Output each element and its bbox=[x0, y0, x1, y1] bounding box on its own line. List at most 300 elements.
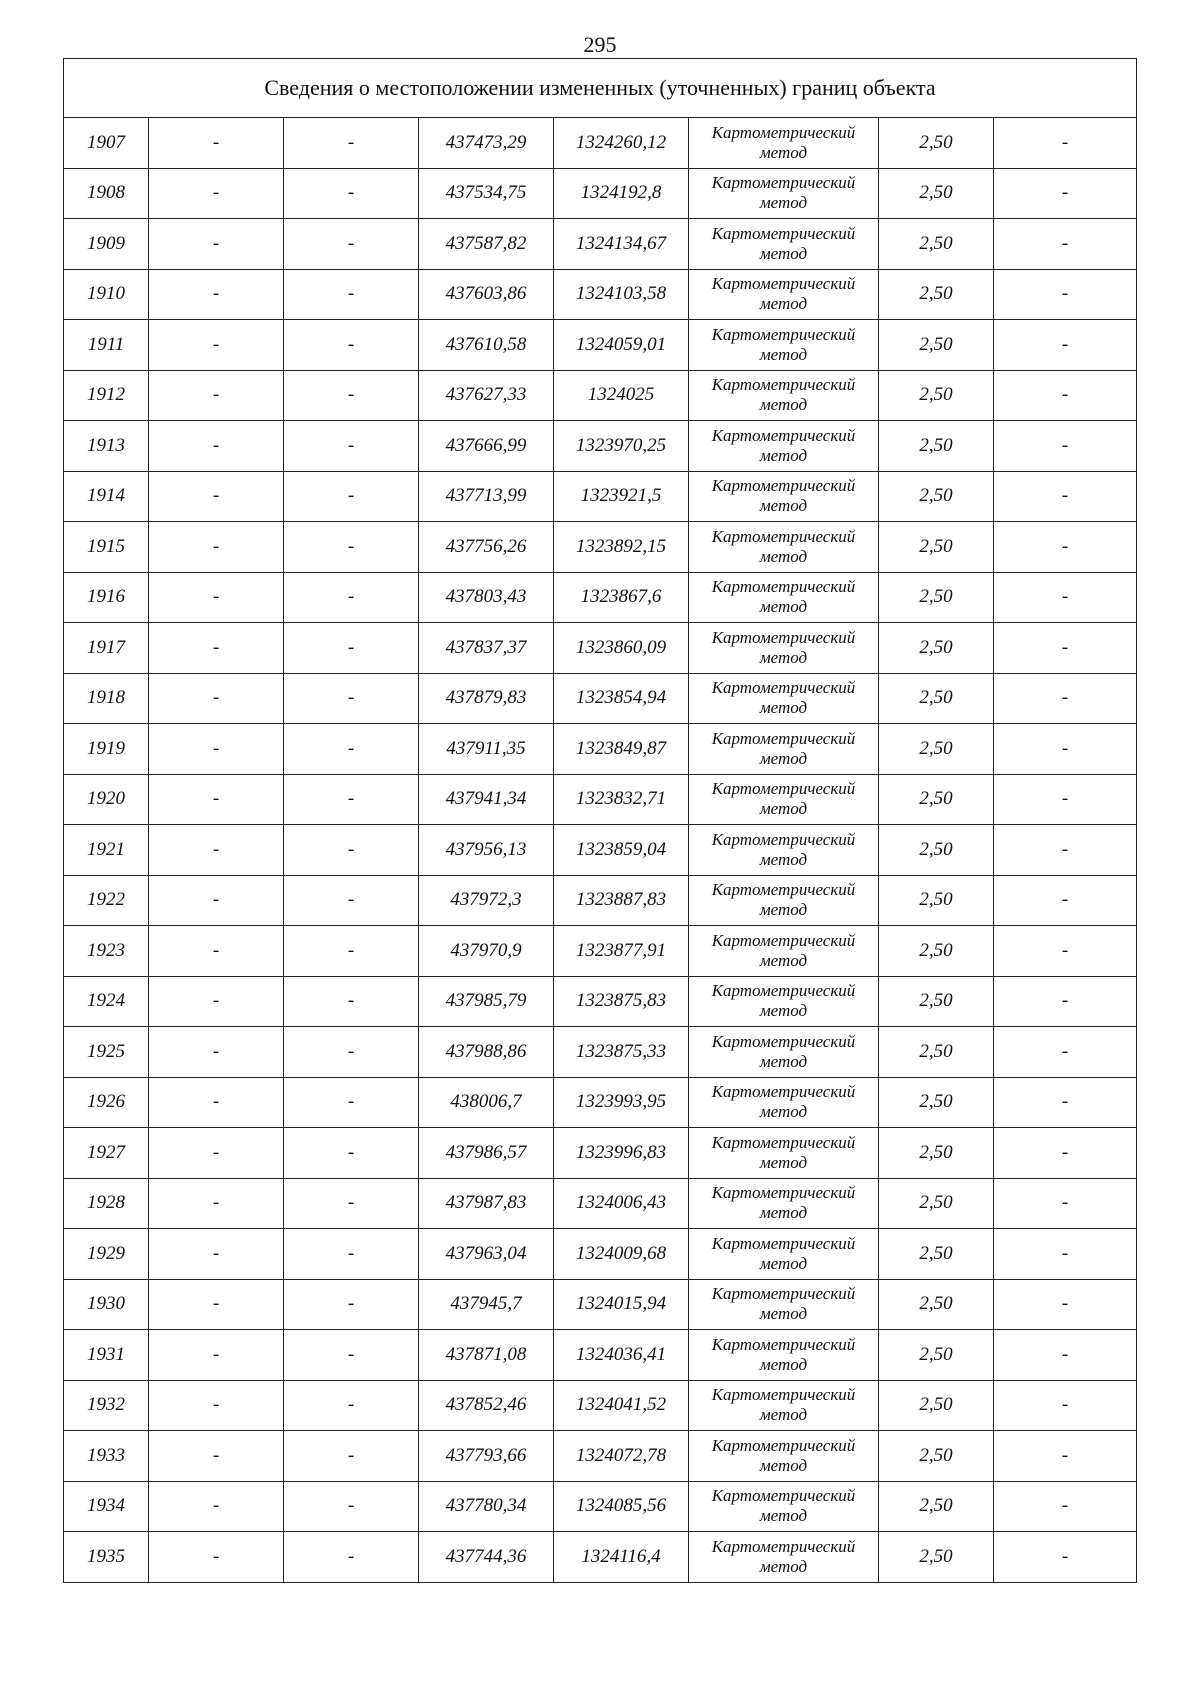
note-cell: - bbox=[994, 926, 1137, 977]
empty-cell: - bbox=[149, 269, 284, 320]
y-coordinate-cell: 1324036,41 bbox=[554, 1330, 689, 1381]
method-text: Картометрический bbox=[711, 274, 856, 294]
empty-cell: - bbox=[149, 1279, 284, 1330]
note-cell: - bbox=[994, 1532, 1137, 1583]
accuracy-cell: 2,50 bbox=[879, 1229, 994, 1280]
method-text: метод bbox=[759, 849, 808, 869]
method-cell bbox=[689, 1532, 879, 1583]
point-number-cell: 1913 bbox=[64, 421, 149, 472]
method-text: метод bbox=[759, 243, 808, 263]
point-number-cell: 1922 bbox=[64, 875, 149, 926]
empty-cell: - bbox=[284, 269, 419, 320]
empty-cell: - bbox=[149, 623, 284, 674]
accuracy-cell: 2,50 bbox=[879, 1178, 994, 1229]
empty-cell: - bbox=[149, 1330, 284, 1381]
point-number-cell: 1917 bbox=[64, 623, 149, 674]
method-cell bbox=[689, 623, 879, 674]
y-coordinate-cell: 1324015,94 bbox=[554, 1279, 689, 1330]
table-row bbox=[64, 1027, 1137, 1078]
empty-cell: - bbox=[149, 774, 284, 825]
empty-cell: - bbox=[284, 825, 419, 876]
point-number-cell: 1923 bbox=[64, 926, 149, 977]
method-cell bbox=[689, 471, 879, 522]
y-coordinate-cell: 1323859,04 bbox=[554, 825, 689, 876]
empty-cell: - bbox=[284, 421, 419, 472]
note-cell: - bbox=[994, 724, 1137, 775]
note-cell: - bbox=[994, 219, 1137, 270]
x-coordinate-cell: 437879,83 bbox=[419, 673, 554, 724]
accuracy-cell: 2,50 bbox=[879, 118, 994, 169]
accuracy-cell: 2,50 bbox=[879, 1077, 994, 1128]
empty-cell: - bbox=[284, 471, 419, 522]
x-coordinate-cell: 437911,35 bbox=[419, 724, 554, 775]
note-cell: - bbox=[994, 522, 1137, 573]
method-text: метод bbox=[759, 748, 808, 768]
y-coordinate-cell: 1324041,52 bbox=[554, 1380, 689, 1431]
point-number-cell: 1925 bbox=[64, 1027, 149, 1078]
y-coordinate-cell: 1323867,6 bbox=[554, 572, 689, 623]
x-coordinate-cell: 437837,37 bbox=[419, 623, 554, 674]
empty-cell: - bbox=[149, 1431, 284, 1482]
empty-cell: - bbox=[149, 1229, 284, 1280]
method-text: Картометрический bbox=[711, 1536, 856, 1556]
note-cell: - bbox=[994, 623, 1137, 674]
point-number-cell: 1920 bbox=[64, 774, 149, 825]
method-text: Картометрический bbox=[711, 930, 856, 950]
accuracy-cell: 2,50 bbox=[879, 1330, 994, 1381]
method-text: Картометрический bbox=[711, 1233, 856, 1253]
table-row bbox=[64, 1279, 1137, 1330]
y-coordinate-cell: 1324134,67 bbox=[554, 219, 689, 270]
table-row bbox=[64, 1229, 1137, 1280]
table-row bbox=[64, 724, 1137, 775]
table-row bbox=[64, 1128, 1137, 1179]
method-cell bbox=[689, 926, 879, 977]
y-coordinate-cell: 1324059,01 bbox=[554, 320, 689, 371]
table-row bbox=[64, 976, 1137, 1027]
empty-cell: - bbox=[149, 219, 284, 270]
method-text: метод bbox=[759, 1304, 808, 1324]
method-cell bbox=[689, 118, 879, 169]
empty-cell: - bbox=[284, 623, 419, 674]
x-coordinate-cell: 437780,34 bbox=[419, 1481, 554, 1532]
y-coordinate-cell: 1324192,8 bbox=[554, 168, 689, 219]
method-text: метод bbox=[759, 1405, 808, 1425]
accuracy-cell: 2,50 bbox=[879, 269, 994, 320]
note-cell: - bbox=[994, 976, 1137, 1027]
empty-cell: - bbox=[149, 926, 284, 977]
note-cell: - bbox=[994, 1229, 1137, 1280]
method-text: Картометрический bbox=[711, 526, 856, 546]
empty-cell: - bbox=[149, 976, 284, 1027]
x-coordinate-cell: 437803,43 bbox=[419, 572, 554, 623]
empty-cell: - bbox=[284, 1077, 419, 1128]
y-coordinate-cell: 1324025 bbox=[554, 370, 689, 421]
note-cell: - bbox=[994, 1330, 1137, 1381]
method-text: метод bbox=[759, 445, 808, 465]
method-text: Картометрический bbox=[711, 1284, 856, 1304]
y-coordinate-cell: 1324116,4 bbox=[554, 1532, 689, 1583]
point-number-cell: 1924 bbox=[64, 976, 149, 1027]
method-cell bbox=[689, 1481, 879, 1532]
method-text: Картометрический bbox=[711, 627, 856, 647]
method-text: Картометрический bbox=[711, 728, 856, 748]
x-coordinate-cell: 437666,99 bbox=[419, 421, 554, 472]
empty-cell: - bbox=[284, 673, 419, 724]
empty-cell: - bbox=[284, 320, 419, 371]
method-text: Картометрический bbox=[711, 173, 856, 193]
accuracy-cell: 2,50 bbox=[879, 471, 994, 522]
x-coordinate-cell: 437713,99 bbox=[419, 471, 554, 522]
point-number-cell: 1929 bbox=[64, 1229, 149, 1280]
method-text: Картометрический bbox=[711, 1486, 856, 1506]
empty-cell: - bbox=[284, 1532, 419, 1583]
table-title-row bbox=[64, 59, 1137, 118]
method-text: метод bbox=[759, 496, 808, 516]
empty-cell: - bbox=[149, 118, 284, 169]
empty-cell: - bbox=[284, 1279, 419, 1330]
empty-cell: - bbox=[149, 1077, 284, 1128]
table-row bbox=[64, 421, 1137, 472]
x-coordinate-cell: 437603,86 bbox=[419, 269, 554, 320]
point-number-cell: 1912 bbox=[64, 370, 149, 421]
y-coordinate-cell: 1324006,43 bbox=[554, 1178, 689, 1229]
empty-cell: - bbox=[149, 673, 284, 724]
method-cell bbox=[689, 522, 879, 573]
table-row bbox=[64, 168, 1137, 219]
table-row bbox=[64, 1077, 1137, 1128]
method-cell bbox=[689, 1027, 879, 1078]
empty-cell: - bbox=[149, 522, 284, 573]
method-text: Картометрический bbox=[711, 122, 856, 142]
empty-cell: - bbox=[284, 1229, 419, 1280]
empty-cell: - bbox=[149, 572, 284, 623]
accuracy-cell: 2,50 bbox=[879, 875, 994, 926]
table-row bbox=[64, 1330, 1137, 1381]
x-coordinate-cell: 437627,33 bbox=[419, 370, 554, 421]
point-number-cell: 1916 bbox=[64, 572, 149, 623]
x-coordinate-cell: 437756,26 bbox=[419, 522, 554, 573]
empty-cell: - bbox=[284, 774, 419, 825]
note-cell: - bbox=[994, 875, 1137, 926]
point-number-cell: 1907 bbox=[64, 118, 149, 169]
method-cell bbox=[689, 875, 879, 926]
empty-cell: - bbox=[284, 118, 419, 169]
point-number-cell: 1910 bbox=[64, 269, 149, 320]
empty-cell: - bbox=[284, 219, 419, 270]
point-number-cell: 1928 bbox=[64, 1178, 149, 1229]
empty-cell: - bbox=[284, 370, 419, 421]
empty-cell: - bbox=[284, 1481, 419, 1532]
point-number-cell: 1909 bbox=[64, 219, 149, 270]
empty-cell: - bbox=[284, 1330, 419, 1381]
note-cell: - bbox=[994, 572, 1137, 623]
method-text: метод bbox=[759, 294, 808, 314]
x-coordinate-cell: 437985,79 bbox=[419, 976, 554, 1027]
method-text: Картометрический bbox=[711, 678, 856, 698]
y-coordinate-cell: 1324072,78 bbox=[554, 1431, 689, 1482]
method-text: метод bbox=[759, 698, 808, 718]
table-row bbox=[64, 673, 1137, 724]
accuracy-cell: 2,50 bbox=[879, 673, 994, 724]
method-text: Картометрический bbox=[711, 1082, 856, 1102]
x-coordinate-cell: 437852,46 bbox=[419, 1380, 554, 1431]
x-coordinate-cell: 437871,08 bbox=[419, 1330, 554, 1381]
x-coordinate-cell: 437534,75 bbox=[419, 168, 554, 219]
accuracy-cell: 2,50 bbox=[879, 522, 994, 573]
note-cell: - bbox=[994, 825, 1137, 876]
page-number: 295 bbox=[583, 32, 617, 57]
method-text: метод bbox=[759, 1102, 808, 1122]
y-coordinate-cell: 1324085,56 bbox=[554, 1481, 689, 1532]
accuracy-cell: 2,50 bbox=[879, 168, 994, 219]
empty-cell: - bbox=[149, 1380, 284, 1431]
method-cell bbox=[689, 1431, 879, 1482]
note-cell: - bbox=[994, 1077, 1137, 1128]
empty-cell: - bbox=[284, 1380, 419, 1431]
empty-cell: - bbox=[284, 1128, 419, 1179]
method-cell bbox=[689, 320, 879, 371]
x-coordinate-cell: 438006,7 bbox=[419, 1077, 554, 1128]
accuracy-cell: 2,50 bbox=[879, 1128, 994, 1179]
method-cell bbox=[689, 825, 879, 876]
table-row bbox=[64, 118, 1137, 169]
accuracy-cell: 2,50 bbox=[879, 1532, 994, 1583]
method-text: метод bbox=[759, 950, 808, 970]
method-text: метод bbox=[759, 1051, 808, 1071]
method-cell bbox=[689, 1128, 879, 1179]
note-cell: - bbox=[994, 269, 1137, 320]
table-title: Сведения о местоположении измененных (уточненных) границ объекта bbox=[64, 59, 1137, 118]
accuracy-cell: 2,50 bbox=[879, 370, 994, 421]
method-cell bbox=[689, 724, 879, 775]
boundary-coordinates-table bbox=[63, 58, 1137, 1583]
method-text: метод bbox=[759, 647, 808, 667]
empty-cell: - bbox=[284, 1178, 419, 1229]
accuracy-cell: 2,50 bbox=[879, 926, 994, 977]
accuracy-cell: 2,50 bbox=[879, 1279, 994, 1330]
method-text: Картометрический bbox=[711, 1183, 856, 1203]
point-number-cell: 1935 bbox=[64, 1532, 149, 1583]
method-cell bbox=[689, 572, 879, 623]
accuracy-cell: 2,50 bbox=[879, 1431, 994, 1482]
accuracy-cell: 2,50 bbox=[879, 976, 994, 1027]
y-coordinate-cell: 1323877,91 bbox=[554, 926, 689, 977]
empty-cell: - bbox=[149, 1128, 284, 1179]
point-number-cell: 1932 bbox=[64, 1380, 149, 1431]
x-coordinate-cell: 437587,82 bbox=[419, 219, 554, 270]
method-text: Картометрический bbox=[711, 1132, 856, 1152]
note-cell: - bbox=[994, 168, 1137, 219]
method-text: Картометрический bbox=[711, 981, 856, 1001]
method-text: метод bbox=[759, 1152, 808, 1172]
note-cell: - bbox=[994, 118, 1137, 169]
method-text: метод bbox=[759, 1556, 808, 1576]
note-cell: - bbox=[994, 1027, 1137, 1078]
method-cell bbox=[689, 1279, 879, 1330]
method-text: Картометрический bbox=[711, 1385, 856, 1405]
table-row bbox=[64, 1178, 1137, 1229]
accuracy-cell: 2,50 bbox=[879, 572, 994, 623]
x-coordinate-cell: 437941,34 bbox=[419, 774, 554, 825]
accuracy-cell: 2,50 bbox=[879, 774, 994, 825]
table-row bbox=[64, 926, 1137, 977]
method-text: Картометрический bbox=[711, 223, 856, 243]
method-cell bbox=[689, 421, 879, 472]
y-coordinate-cell: 1324009,68 bbox=[554, 1229, 689, 1280]
y-coordinate-cell: 1323860,09 bbox=[554, 623, 689, 674]
point-number-cell: 1908 bbox=[64, 168, 149, 219]
method-cell bbox=[689, 168, 879, 219]
empty-cell: - bbox=[149, 1178, 284, 1229]
y-coordinate-cell: 1323970,25 bbox=[554, 421, 689, 472]
method-text: метод bbox=[759, 1354, 808, 1374]
table-row bbox=[64, 1431, 1137, 1482]
accuracy-cell: 2,50 bbox=[879, 825, 994, 876]
accuracy-cell: 2,50 bbox=[879, 219, 994, 270]
empty-cell: - bbox=[284, 724, 419, 775]
x-coordinate-cell: 437963,04 bbox=[419, 1229, 554, 1280]
point-number-cell: 1914 bbox=[64, 471, 149, 522]
empty-cell: - bbox=[149, 825, 284, 876]
table-row bbox=[64, 471, 1137, 522]
point-number-cell: 1934 bbox=[64, 1481, 149, 1532]
accuracy-cell: 2,50 bbox=[879, 623, 994, 674]
note-cell: - bbox=[994, 370, 1137, 421]
empty-cell: - bbox=[284, 976, 419, 1027]
method-text: метод bbox=[759, 597, 808, 617]
method-text: Картометрический bbox=[711, 880, 856, 900]
method-text: Картометрический bbox=[711, 829, 856, 849]
method-cell bbox=[689, 1380, 879, 1431]
method-text: метод bbox=[759, 344, 808, 364]
table-row bbox=[64, 1380, 1137, 1431]
method-cell bbox=[689, 976, 879, 1027]
method-cell bbox=[689, 774, 879, 825]
note-cell: - bbox=[994, 1481, 1137, 1532]
y-coordinate-cell: 1323887,83 bbox=[554, 875, 689, 926]
empty-cell: - bbox=[284, 168, 419, 219]
empty-cell: - bbox=[149, 1532, 284, 1583]
method-text: Картометрический bbox=[711, 1334, 856, 1354]
y-coordinate-cell: 1324103,58 bbox=[554, 269, 689, 320]
empty-cell: - bbox=[284, 926, 419, 977]
point-number-cell: 1926 bbox=[64, 1077, 149, 1128]
empty-cell: - bbox=[284, 1027, 419, 1078]
method-text: метод bbox=[759, 1001, 808, 1021]
note-cell: - bbox=[994, 421, 1137, 472]
x-coordinate-cell: 437970,9 bbox=[419, 926, 554, 977]
note-cell: - bbox=[994, 1279, 1137, 1330]
table-row bbox=[64, 774, 1137, 825]
method-text: Картометрический bbox=[711, 1435, 856, 1455]
empty-cell: - bbox=[149, 320, 284, 371]
empty-cell: - bbox=[149, 370, 284, 421]
method-text: метод bbox=[759, 1455, 808, 1475]
y-coordinate-cell: 1323875,33 bbox=[554, 1027, 689, 1078]
method-cell bbox=[689, 370, 879, 421]
empty-cell: - bbox=[149, 875, 284, 926]
x-coordinate-cell: 437945,7 bbox=[419, 1279, 554, 1330]
empty-cell: - bbox=[284, 875, 419, 926]
table-row bbox=[64, 320, 1137, 371]
y-coordinate-cell: 1323921,5 bbox=[554, 471, 689, 522]
point-number-cell: 1930 bbox=[64, 1279, 149, 1330]
method-text: метод bbox=[759, 395, 808, 415]
table-row bbox=[64, 269, 1137, 320]
method-text: Картометрический bbox=[711, 476, 856, 496]
x-coordinate-cell: 437986,57 bbox=[419, 1128, 554, 1179]
empty-cell: - bbox=[149, 168, 284, 219]
y-coordinate-cell: 1323849,87 bbox=[554, 724, 689, 775]
empty-cell: - bbox=[149, 1481, 284, 1532]
y-coordinate-cell: 1323892,15 bbox=[554, 522, 689, 573]
table-row bbox=[64, 1481, 1137, 1532]
method-cell bbox=[689, 1330, 879, 1381]
table-row bbox=[64, 623, 1137, 674]
method-text: метод bbox=[759, 1203, 808, 1223]
method-text: Картометрический bbox=[711, 375, 856, 395]
empty-cell: - bbox=[149, 1027, 284, 1078]
x-coordinate-cell: 437956,13 bbox=[419, 825, 554, 876]
method-cell bbox=[689, 269, 879, 320]
accuracy-cell: 2,50 bbox=[879, 724, 994, 775]
x-coordinate-cell: 437610,58 bbox=[419, 320, 554, 371]
y-coordinate-cell: 1323996,83 bbox=[554, 1128, 689, 1179]
accuracy-cell: 2,50 bbox=[879, 320, 994, 371]
y-coordinate-cell: 1323854,94 bbox=[554, 673, 689, 724]
table-row bbox=[64, 370, 1137, 421]
method-text: метод bbox=[759, 142, 808, 162]
note-cell: - bbox=[994, 320, 1137, 371]
method-cell bbox=[689, 219, 879, 270]
note-cell: - bbox=[994, 673, 1137, 724]
method-cell bbox=[689, 1178, 879, 1229]
table-row bbox=[64, 1532, 1137, 1583]
y-coordinate-cell: 1323832,71 bbox=[554, 774, 689, 825]
point-number-cell: 1927 bbox=[64, 1128, 149, 1179]
empty-cell: - bbox=[284, 572, 419, 623]
x-coordinate-cell: 437972,3 bbox=[419, 875, 554, 926]
point-number-cell: 1918 bbox=[64, 673, 149, 724]
method-cell bbox=[689, 1077, 879, 1128]
accuracy-cell: 2,50 bbox=[879, 1481, 994, 1532]
table-row bbox=[64, 825, 1137, 876]
x-coordinate-cell: 437988,86 bbox=[419, 1027, 554, 1078]
table-row bbox=[64, 219, 1137, 270]
method-text: метод bbox=[759, 193, 808, 213]
method-text: метод bbox=[759, 1253, 808, 1273]
y-coordinate-cell: 1324260,12 bbox=[554, 118, 689, 169]
empty-cell: - bbox=[149, 421, 284, 472]
empty-cell: - bbox=[149, 471, 284, 522]
x-coordinate-cell: 437744,36 bbox=[419, 1532, 554, 1583]
method-text: метод bbox=[759, 546, 808, 566]
method-text: Картометрический bbox=[711, 1031, 856, 1051]
point-number-cell: 1919 bbox=[64, 724, 149, 775]
method-text: метод bbox=[759, 799, 808, 819]
method-text: Картометрический bbox=[711, 577, 856, 597]
point-number-cell: 1915 bbox=[64, 522, 149, 573]
note-cell: - bbox=[994, 1431, 1137, 1482]
note-cell: - bbox=[994, 1128, 1137, 1179]
point-number-cell: 1911 bbox=[64, 320, 149, 371]
empty-cell: - bbox=[149, 724, 284, 775]
point-number-cell: 1921 bbox=[64, 825, 149, 876]
method-text: Картометрический bbox=[711, 779, 856, 799]
method-text: Картометрический bbox=[711, 324, 856, 344]
accuracy-cell: 2,50 bbox=[879, 1380, 994, 1431]
